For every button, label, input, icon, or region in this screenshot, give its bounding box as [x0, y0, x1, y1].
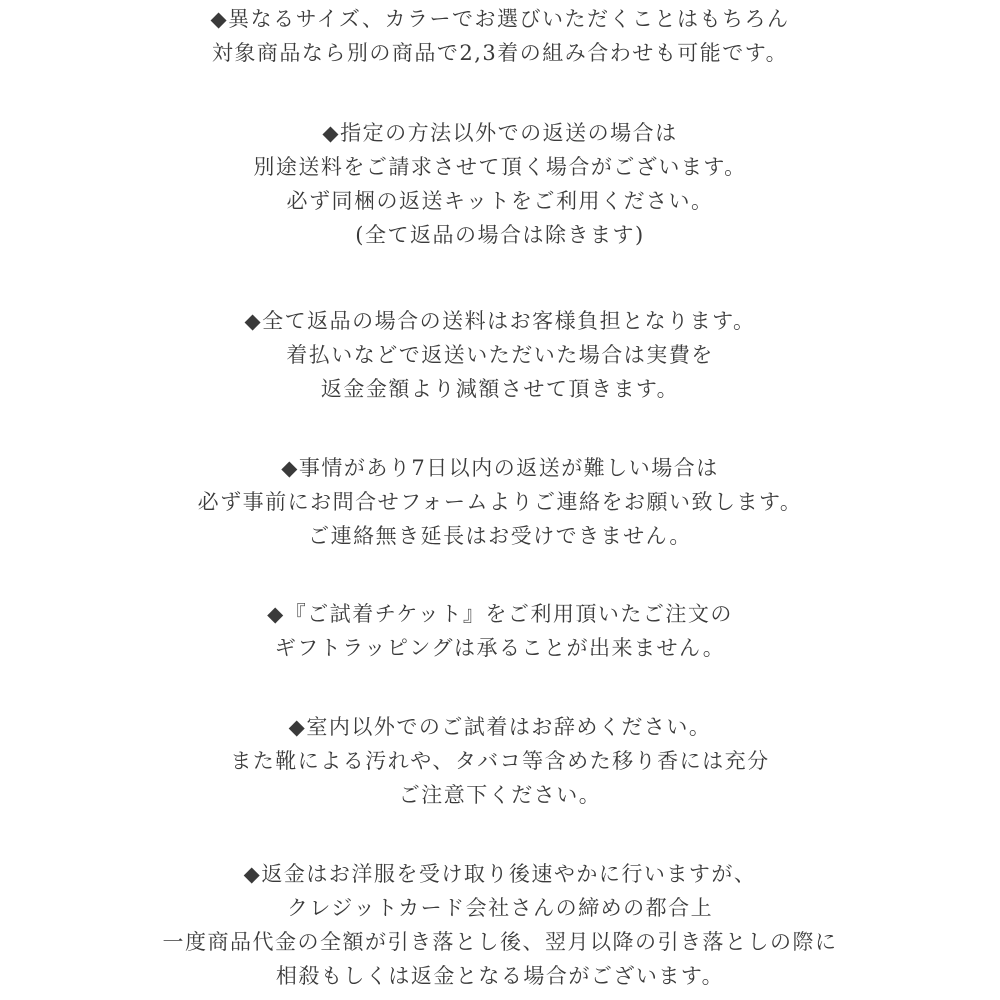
notice-size-color-combination [0, 2, 1000, 70]
notice-line: 別途送料をご請求させて頂く場合がございます。 [253, 155, 747, 179]
notice-line: 必ず事前にお問合せフォームよりご連絡をお願い致します。 [197, 490, 803, 514]
notice-line: ◆指定の方法以外での返送の場合は [322, 121, 678, 145]
notice-line: 返金金額より減額させて頂きます。 [320, 377, 680, 401]
notice-line: ご連絡無き延長はお受けできません。 [308, 524, 692, 548]
notice-line: ◆返金はお洋服を受け取り後速やかに行いますが、 [243, 862, 757, 886]
notice-line: 一度商品代金の全額が引き落とし後、翌月以降の引き落としの際に [162, 930, 838, 954]
notice-refund-timing [0, 857, 1000, 993]
notice-return-deadline [0, 451, 1000, 553]
notice-return-method [0, 116, 1000, 252]
notice-line: (全て返品の場合は除きます) [355, 223, 645, 247]
notice-line: 必ず同梱の返送キットをご利用ください。 [286, 189, 714, 213]
notice-line: また靴による汚れや、タバコ等含めた移り香には充分 [230, 749, 770, 773]
notice-try-on-indoors [0, 710, 1000, 812]
notice-line: 対象商品なら別の商品で2,3着の組み合わせも可能です。 [211, 41, 789, 65]
notice-line: クレジットカード会社さんの締めの都合上 [286, 896, 714, 920]
notice-line: ◆室内以外でのご試着はお辞めください。 [288, 715, 712, 739]
notice-line: ◆『ご試着チケット』をご利用頂いたご注文の [267, 602, 733, 626]
notice-line: ご注意下ください。 [398, 783, 602, 807]
notice-line: ◆事情があり7日以内の返送が難しい場合は [281, 456, 719, 480]
notice-full-return-shipping [0, 304, 1000, 406]
notice-line: 着払いなどで返送いただいた場合は実費を [286, 343, 714, 367]
notice-line: 相殺もしくは返金となる場合がございます。 [275, 964, 725, 988]
notice-line: ◆全て返品の場合の送料はお客様負担となります。 [244, 309, 756, 333]
notice-line: ◆異なるサイズ、カラーでお選びいただくことはもちろん [210, 7, 790, 31]
notice-gift-wrapping [0, 597, 1000, 665]
notice-line: ギフトラッピングは承ることが出来ません。 [274, 636, 726, 660]
